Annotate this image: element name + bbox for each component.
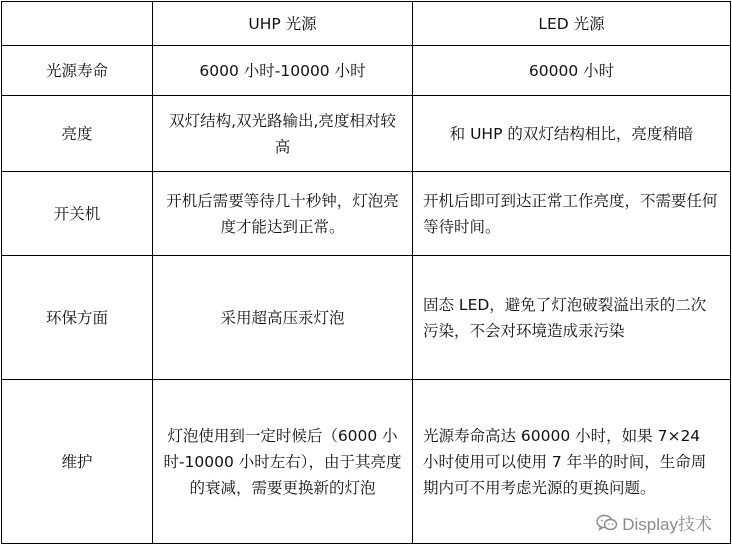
header-cell-empty <box>2 2 153 46</box>
row-label: 维护 <box>2 380 153 544</box>
row-label: 开关机 <box>2 172 153 256</box>
wechat-icon <box>596 514 618 532</box>
watermark <box>596 510 712 535</box>
comparison-table <box>1 1 731 544</box>
header-cell-led: LED 光源 <box>413 2 731 46</box>
uhp-cell: 灯泡使用到一定时候后（6000 小时-10000 小时左右），由于其亮度的衰减，需要更换新的灯泡 <box>153 380 413 544</box>
watermark-text: Display技术 <box>622 515 712 534</box>
uhp-cell: 采用超高压汞灯泡 <box>153 256 413 380</box>
row-label: 亮度 <box>2 96 153 172</box>
row-label: 环保方面 <box>2 256 153 380</box>
header-cell-uhp: UHP 光源 <box>153 2 413 46</box>
table-row <box>2 172 731 256</box>
uhp-cell: 双灯结构,双光路输出,亮度相对较高 <box>153 96 413 172</box>
led-cell: 和 UHP 的双灯结构相比，亮度稍暗 <box>413 96 731 172</box>
led-cell: 开机后即可到达正常工作亮度，不需要任何等待时间。 <box>413 172 731 256</box>
table-row <box>2 96 731 172</box>
led-cell: 固态 LED，避免了灯泡破裂溢出汞的二次污染，不会对环境造成汞污染 <box>413 256 731 380</box>
table-row <box>2 256 731 380</box>
row-label: 光源寿命 <box>2 46 153 96</box>
uhp-cell: 开机后需要等待几十秒钟，灯泡亮度才能达到正常。 <box>153 172 413 256</box>
header-row <box>2 2 731 46</box>
table-row <box>2 46 731 96</box>
led-cell: 60000 小时 <box>413 46 731 96</box>
led-cell: 光源寿命高达 60000 小时，如果 7×24 小时使用可以使用 7 年半的时间，生命周期内可不用考虑光源的更换问题。 <box>413 380 731 544</box>
uhp-cell: 6000 小时-10000 小时 <box>153 46 413 96</box>
